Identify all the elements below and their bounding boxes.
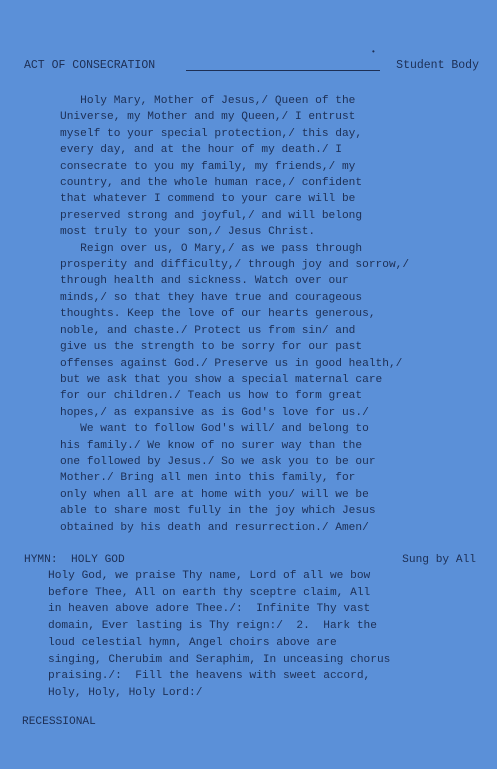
text-line: Reign over us, O Mary,/ as we pass through bbox=[60, 242, 363, 255]
hymn-lyrics bbox=[48, 568, 480, 702]
hymn-title: HYMN: HOLY GOD bbox=[24, 554, 125, 566]
text-line: noble, and chaste./ Protect us from sin/ and bbox=[60, 324, 356, 337]
text-line: most truly to your son,/ Jesus Christ. bbox=[60, 226, 316, 239]
section-header bbox=[24, 57, 479, 75]
section-title: ACT OF CONSECRATION bbox=[24, 59, 156, 72]
text-line: offenses against God./ Preserve us in good health,/ bbox=[60, 357, 403, 370]
text-line: able to share most fully in the joy which Jesus bbox=[60, 505, 376, 518]
text-line: praising./: Fill the heavens with sweet accord, bbox=[48, 670, 371, 683]
text-line: minds,/ so that they have true and courageous bbox=[60, 291, 363, 304]
text-line: singing, Cherubim and Seraphim, In unceasing chorus bbox=[48, 653, 391, 666]
text-line: give us the strength to be sorry for our past bbox=[60, 341, 363, 354]
text-line: his family./ We know of no surer way than the bbox=[60, 439, 363, 452]
text-line: only when all are at home with you/ will we be bbox=[60, 488, 369, 501]
text-line: preserved strong and joyful,/ and will belong bbox=[60, 209, 363, 222]
text-line: through health and sickness. Watch over our bbox=[60, 275, 349, 288]
hymn-performer: Sung by All bbox=[402, 554, 476, 566]
text-line: before Thee, All on earth thy sceptre claim, All bbox=[48, 586, 371, 599]
text-line: Holy God, we praise Thy name, Lord of all we bow bbox=[48, 570, 371, 582]
text-line: Universe, my Mother and my Queen,/ I entrust bbox=[60, 111, 356, 124]
recessional-label: RECESSIONAL bbox=[22, 716, 96, 728]
text-line: hopes,/ as expansive as is God's love for us./ bbox=[60, 406, 369, 419]
text-line: every day, and at the hour of my death./ I bbox=[60, 144, 342, 157]
text-line: for our children./ Teach us how to form great bbox=[60, 390, 363, 403]
hymn-header bbox=[24, 552, 476, 569]
text-line: in heaven above adore Thee./: Infinite Thy vast bbox=[48, 603, 371, 616]
text-line: thoughts. Keep the love of our hearts generous, bbox=[60, 308, 376, 321]
text-line: Holy Mary, Mother of Jesus,/ Queen of the bbox=[60, 95, 356, 107]
text-line: myself to your special protection,/ this day, bbox=[60, 127, 363, 140]
text-line: that whatever I commend to your care will be bbox=[60, 193, 356, 206]
text-line: prosperity and difficulty,/ through joy and sorrow,/ bbox=[60, 259, 410, 272]
text-line: Mother./ Bring all men into this family, for bbox=[60, 472, 356, 485]
leader-rule bbox=[186, 70, 380, 71]
ink-mark: • bbox=[371, 48, 376, 57]
text-line: obtained by his death and resurrection./ Amen/ bbox=[60, 521, 369, 534]
text-line: loud celestial hymn, Angel choirs above are bbox=[48, 636, 337, 649]
text-line: country, and the whole human race,/ confident bbox=[60, 177, 363, 190]
participant-label: Student Body bbox=[396, 59, 479, 72]
consecration-text bbox=[60, 93, 480, 536]
text-line: domain, Ever lasting is Thy reign:/ 2. Hark the bbox=[48, 620, 377, 633]
text-line: consecrate to you my family, my friends,/ my bbox=[60, 160, 356, 173]
text-line: We want to follow God's will/ and belong to bbox=[60, 423, 369, 436]
text-line: Holy, Holy, Holy Lord:/ bbox=[48, 686, 203, 699]
text-line: but we ask that you show a special maternal care bbox=[60, 373, 383, 386]
text-line: one followed by Jesus./ So we ask you to be our bbox=[60, 455, 376, 468]
